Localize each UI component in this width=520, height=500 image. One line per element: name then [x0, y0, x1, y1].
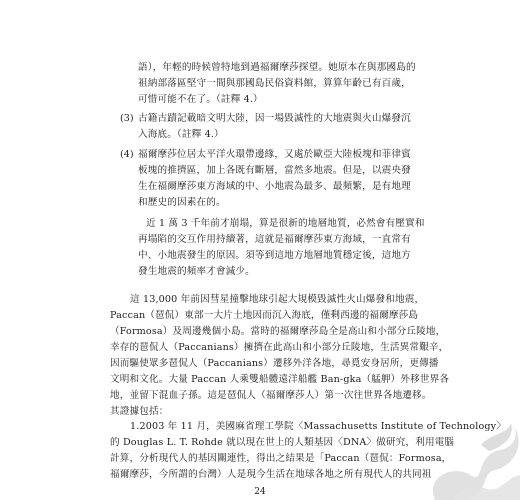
- text-line: 中、小地震發生的原因。須等到這地方地層地質穩定後，這地方: [138, 250, 411, 261]
- text-line: 其證據包括：: [110, 406, 169, 417]
- text-line: 近 1 萬 3 千年前才崩塌，算是很新的地層地質，必然會有壓實和: [146, 218, 425, 229]
- text-line: 語），年輕的時候曾特地到過福爾摩莎探望。她原本在與那國島的: [138, 62, 416, 73]
- text-line: 這 13,000 年前因彗星撞擊地球引起大規模毀滅性火山爆發和地震，: [130, 294, 425, 305]
- text-line: 祖納部落區堅守一間與那國島民俗資料館，算算年齡已有百歲，: [138, 78, 411, 89]
- text-line: 福爾摩莎，今所謂的台灣）人是現今生活在地球各地之所有現代人的共同祖: [110, 469, 432, 480]
- text-line: 文明和文化。大量 Paccan 人乘雙船體遠洋船艦 Ban-gka（艋舺）外移世界各: [110, 374, 450, 385]
- text-line: 可惜可能不在了。（註釋 4.）: [138, 94, 263, 105]
- decorative-swirl-watermark: [395, 415, 520, 500]
- text-line: 的 Douglas L. T. Rohde 就以現在世上的人類基因〈DNA〉做研究，利用電腦: [110, 437, 455, 448]
- page-number: 24: [254, 487, 266, 497]
- text-line: Paccan（琶侃）東部一大片土地因而沉入海底，僅剩西邊的福爾摩莎島: [110, 310, 419, 321]
- text-line: 生在福爾摩莎東方海域的中、小地震為最多、最頻繁，是有地理: [138, 181, 411, 192]
- text-line: 和歷史的因素在的。: [138, 197, 226, 208]
- text-line: 幸存的琶侃人（Paccanians）擁擠在此高山和小部分丘陵地，生活異常艱辛，: [110, 342, 449, 353]
- text-line: （Formosa）及周邊幾個小島。當時的福爾摩莎島全是高山和小部分丘陵地，: [110, 326, 446, 337]
- text-line: 板塊的推擠區，加上各既有斷層，當然多地震。但是，以震央發: [138, 165, 411, 176]
- text-line: 古籍古蹟記載暗文明大陸，因一場毀滅性的大地震與火山爆發沉: [138, 113, 411, 124]
- list-item-number: (3): [120, 113, 134, 124]
- text-line: 計算，分析現代人的基因關連性，得出之結果是「Paccan（琶侃：Formosa，: [110, 453, 452, 464]
- list-item-number: (4): [120, 149, 134, 160]
- text-line: 因而驅使眾多琶侃人（Paccanians）遷移外洋各地，尋覓安身居所，更傳播: [110, 358, 439, 369]
- text-line: 再塌陷的交互作用持續著，這就是福爾摩莎東方海域，一直常有: [138, 234, 411, 245]
- text-line: 入海底。（註釋 4.）: [138, 129, 224, 140]
- text-line: 1.2003 年 11 月，美國麻省理工學院〈Massachusetts Institute of Technology〉: [130, 421, 506, 432]
- text-line: 福爾摩莎位居太平洋火環帶邊緣，又處於歐亞大陸板塊和菲律賓: [138, 149, 411, 160]
- text-line: 地，並留下混血子孫。這是琶侃人（福爾摩莎人）第一次往世界各地遷移。: [110, 390, 432, 401]
- text-line: 發生地震的頻率才會減少。: [138, 266, 255, 277]
